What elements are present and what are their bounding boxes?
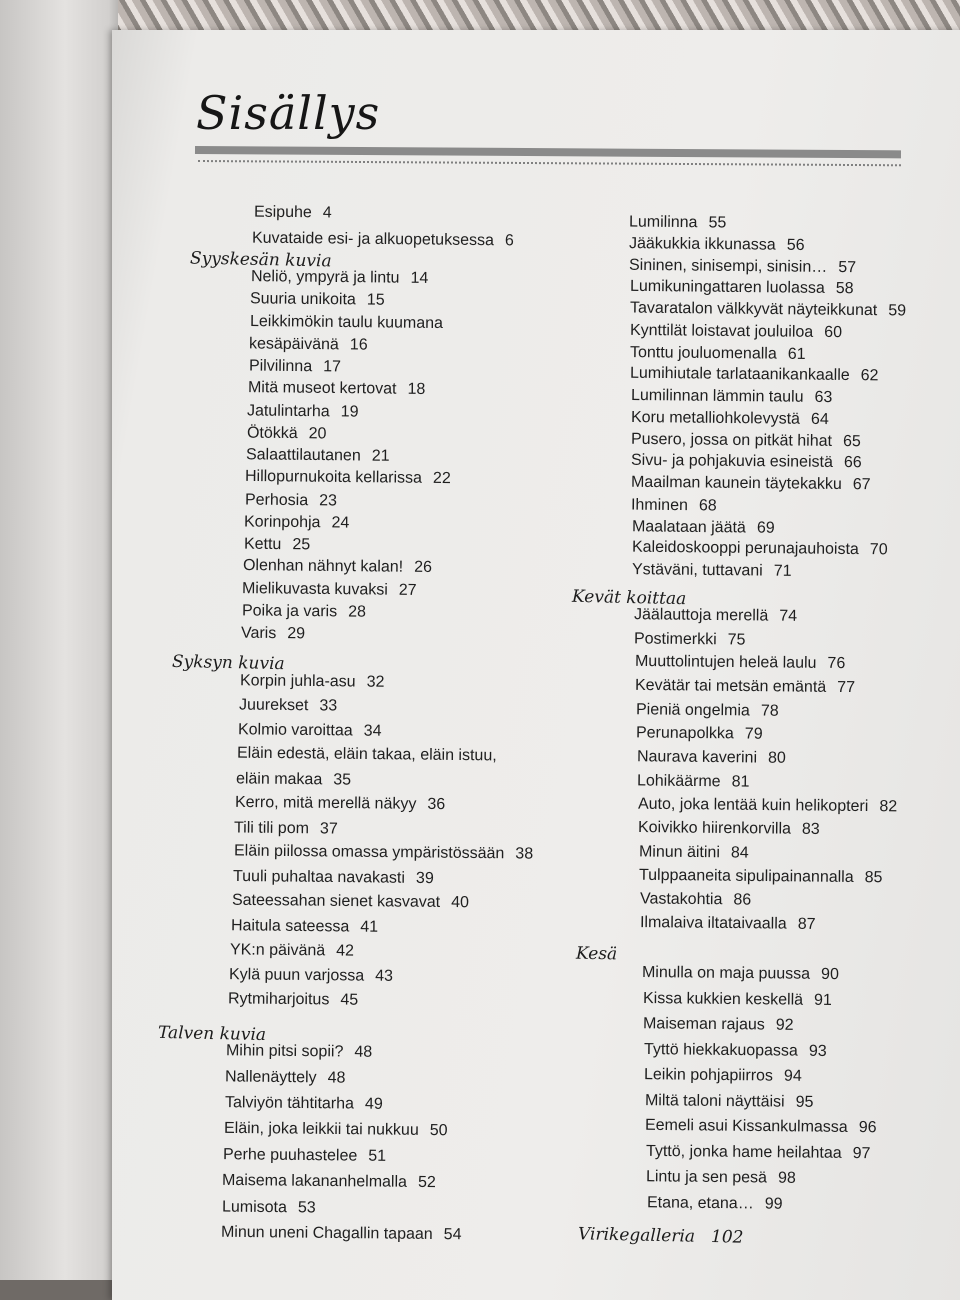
toc-entry — [245, 493, 337, 510]
entry-title: Leikin pohjapiirros — [643, 1066, 774, 1085]
entry-title: Tuuli puhaltaa navakasti — [232, 867, 406, 887]
page-title: Sisällys — [196, 86, 381, 140]
entry-title: Lumikuningattaren luolassa — [629, 277, 825, 297]
entry-page-number: 93 — [808, 1042, 827, 1060]
entry-page-number: 50 — [429, 1121, 448, 1140]
entry-title: Maalataan jäätä — [631, 518, 746, 537]
entry-title: Naurava kaverini — [636, 748, 758, 767]
entry-title: Sininen, sinisempi, sinisin… — [628, 256, 828, 276]
entry-page-number: 15 — [366, 291, 385, 309]
entry-title: kesäpäivänä — [248, 335, 339, 354]
entry-page-number: 68 — [698, 497, 717, 515]
entry-page-number: 26 — [414, 558, 433, 576]
entry-page-number: 61 — [787, 345, 806, 363]
toc-entry — [644, 1067, 802, 1085]
toc-entry — [225, 1095, 383, 1113]
entry-title: Kolmio varoittaa — [237, 721, 353, 740]
entry-title: Tavaratalon välkkyvät näyteikkunat — [629, 299, 878, 320]
toc-entry — [233, 869, 434, 887]
entry-title: Juurekset — [238, 696, 309, 715]
toc-entry — [242, 603, 366, 620]
toc-entry — [249, 359, 341, 376]
toc-entry — [631, 432, 861, 450]
entry-page-number: 74 — [779, 607, 798, 625]
toc-entry — [250, 314, 443, 332]
entry-page-number: 6 — [504, 232, 514, 250]
toc-entry — [234, 820, 338, 837]
entry-page-number: 92 — [775, 1016, 794, 1034]
entry-page-number: 18 — [407, 380, 426, 398]
toc-entry — [637, 749, 786, 767]
entry-page-number: 48 — [327, 1069, 346, 1087]
entry-page-number: 81 — [731, 773, 750, 791]
entry-title: Hillopurnukoita kellarissa — [244, 467, 423, 487]
entry-title: Lohikäärme — [636, 772, 721, 791]
entry-title: Mielikuvasta kuvaksi — [241, 580, 388, 599]
entry-page-number: 53 — [297, 1199, 316, 1217]
entry-page-number: 98 — [777, 1169, 796, 1187]
entry-title: Mitä museot kertovat — [247, 379, 397, 398]
entry-title: Kevätär tai metsän emäntä — [634, 676, 827, 696]
toc-entry — [228, 991, 358, 1008]
toc-entry — [647, 1195, 783, 1212]
entry-page-number: 78 — [760, 702, 779, 720]
entry-page-number: 96 — [858, 1119, 877, 1137]
toc-entry — [247, 403, 359, 420]
entry-title: eläin makaa — [235, 770, 323, 789]
toc-entry — [630, 323, 842, 341]
entry-page-number: 20 — [308, 425, 327, 443]
entry-title: YK:n päivänä — [229, 941, 326, 960]
toc-entry — [638, 820, 820, 838]
entry-title: Muuttolintujen heleä laulu — [634, 652, 817, 672]
entry-page-number: 22 — [432, 469, 451, 488]
entry-page-number: 29 — [287, 625, 306, 643]
entry-title: Sateessahan sienet kasvavat — [231, 891, 441, 911]
toc-entry — [631, 388, 832, 406]
entry-page-number: 80 — [767, 749, 786, 767]
entry-page-number: 79 — [744, 725, 763, 743]
toc-entry — [224, 1121, 448, 1139]
toc-entry — [231, 918, 378, 936]
entry-page-number: 34 — [363, 722, 382, 740]
entry-page-number: 56 — [786, 236, 805, 254]
entry-title: Tyttö, jonka hame heilahtaa — [645, 1142, 842, 1162]
toc-entry — [631, 475, 871, 494]
entry-page-number: 51 — [368, 1147, 387, 1165]
entry-page-number: 19 — [340, 403, 359, 421]
toc-entry — [236, 771, 351, 788]
entry-title: Kuvataide esi- ja alkuopetuksessa — [251, 229, 495, 250]
entry-page-number: 57 — [838, 259, 857, 277]
entry-page-number: 25 — [292, 536, 311, 554]
entry-page-number: 59 — [888, 302, 907, 320]
toc-entry — [240, 673, 385, 691]
toc-entry — [635, 654, 845, 672]
entry-title: Olenhan nähnyt kalan! — [242, 557, 404, 576]
entry-page-number: 86 — [733, 891, 752, 909]
entry-page-number: 41 — [360, 918, 379, 936]
entry-title: Talviyön tähtitarha — [224, 1094, 355, 1113]
entry-title: Poika ja varis — [241, 602, 338, 621]
entry-title: Auto, joka lentää kuin helikopteri — [637, 795, 869, 816]
entry-page-number: 70 — [869, 541, 888, 559]
entry-page-number: 16 — [349, 336, 368, 354]
toc-entry — [239, 697, 337, 714]
entry-page-number: 45 — [340, 991, 359, 1009]
entry-title: Miltä taloni näyttäisi — [644, 1092, 785, 1111]
toc-entry — [250, 291, 385, 308]
toc-entry — [235, 795, 445, 813]
entry-page-number: 58 — [835, 279, 854, 298]
entry-title: Ihminen — [630, 496, 689, 515]
toc-entry — [251, 269, 428, 287]
toc-entry — [631, 410, 829, 428]
toc-entry — [631, 498, 717, 515]
toc-entry — [230, 942, 354, 959]
toc-entry — [229, 967, 393, 985]
toc-entry — [639, 844, 749, 861]
entry-title: Ilmalaiva iltataivaalla — [639, 914, 787, 933]
toc-entry — [222, 1173, 436, 1191]
entry-title: Tonttu jouluomenalla — [629, 344, 777, 363]
entry-page-number: 90 — [821, 965, 839, 984]
entry-title: Esipuhe — [253, 203, 312, 222]
entry-page-number: 14 — [410, 269, 429, 287]
previous-page-edge — [0, 0, 118, 1280]
toc-entry — [646, 1169, 796, 1187]
toc-entry — [639, 868, 883, 887]
toc-entry — [636, 702, 779, 719]
entry-page-number: 35 — [333, 771, 352, 789]
entry-page-number: 48 — [354, 1043, 373, 1061]
toc-entry — [243, 558, 432, 576]
entry-page-number: 17 — [323, 358, 342, 376]
entry-title: Lumilinna — [628, 213, 698, 232]
toc-entry — [632, 519, 775, 536]
entry-title: Postimerkki — [633, 630, 717, 649]
entry-title: Koru metalliohkolevystä — [630, 408, 801, 428]
entry-title: Kaleidoskooppi perunajauhoista — [631, 538, 859, 559]
toc-entry — [630, 345, 806, 363]
entry-title: Mihin pitsi sopii? — [225, 1042, 344, 1061]
entry-title: Rytmiharjoitus — [227, 990, 330, 1009]
entry-title: Maiseman rajaus — [642, 1015, 765, 1034]
entry-page-number: 65 — [842, 433, 861, 451]
entry-title: Jäälauttoja merellä — [633, 606, 769, 625]
entry-page-number: 60 — [824, 323, 843, 342]
entry-title: Leikkimökin taulu kuumana — [249, 312, 444, 333]
entry-page-number: 69 — [756, 519, 775, 537]
entry-page-number: 4 — [322, 204, 332, 222]
entry-page-number: 27 — [398, 581, 417, 599]
toc-entry — [223, 1147, 386, 1165]
toc-entry — [643, 991, 832, 1009]
toc-entry — [241, 626, 305, 643]
entry-title: Pusero, jossa on pitkät hihat — [630, 430, 833, 450]
toc-entry — [629, 214, 726, 231]
toc-entry — [232, 893, 469, 911]
toc-entry — [630, 279, 854, 297]
entry-title: Kerro, mitä merellä näkyy — [234, 793, 417, 813]
toc-entry — [238, 722, 382, 740]
toc-entry — [234, 843, 533, 862]
entry-title: Lumihiutale tarlataanikankaalle — [629, 364, 850, 384]
toc-entry — [638, 797, 897, 816]
entry-title: Ötökkä — [246, 424, 298, 443]
entry-title: Nallenäyttely — [224, 1068, 317, 1087]
entry-page-number: 66 — [843, 454, 862, 472]
toc-entry — [631, 453, 862, 471]
entry-title: Maailman kaunein täytekakku — [630, 473, 842, 493]
entry-title: Perhosia — [244, 491, 309, 510]
toc-entry — [244, 537, 310, 554]
toc-entry — [629, 236, 805, 254]
entry-page-number: 32 — [366, 673, 385, 691]
entry-page-number: 84 — [730, 844, 749, 862]
entry-page-number: 39 — [415, 869, 434, 888]
entry-title: Etana, etana… — [646, 1194, 754, 1213]
toc-entry — [247, 426, 327, 443]
entry-title: Lintu ja sen pesä — [645, 1168, 768, 1187]
section-heading-late-summer: Syyskesän kuvia — [189, 248, 332, 272]
section-heading-winter: Talven kuvia — [157, 1022, 267, 1046]
entry-title: Pieniä ongelmia — [635, 701, 750, 720]
entry-title: Eläin edestä, eläin takaa, eläin istuu, — [236, 744, 497, 765]
toc-entry — [226, 1043, 372, 1061]
entry-page-number: 42 — [336, 942, 355, 960]
toc-entry — [634, 607, 797, 625]
toc-entry — [630, 366, 879, 385]
entry-title: Salaattilautanen — [245, 446, 361, 465]
toc-entry — [645, 1118, 877, 1136]
section-heading-gallery: Virikegalleria 102 — [577, 1224, 744, 1248]
entry-page-number: 64 — [810, 410, 829, 429]
section-heading-spring: Kevät koittaa — [571, 586, 687, 610]
toc-entry — [254, 205, 332, 222]
toc-entry — [222, 1200, 316, 1217]
entry-title: Sivu- ja pohjakuvia esineistä — [630, 451, 833, 471]
entry-page-number: 87 — [797, 915, 816, 933]
entry-page-number: 24 — [331, 514, 350, 532]
entry-title: Ystäväni, tuttavani — [631, 561, 763, 580]
toc-entry — [630, 301, 906, 320]
entry-title: Kylä puun varjossa — [228, 966, 365, 985]
toc-entry — [635, 678, 855, 696]
entry-page-number: 38 — [515, 845, 534, 863]
entry-page-number: 36 — [427, 795, 446, 814]
toc-entry — [640, 891, 751, 908]
entry-title: Suuria unikoita — [249, 290, 356, 309]
entry-title: Kissa kukkien keskellä — [642, 990, 804, 1009]
toc-entry — [252, 231, 514, 250]
entry-title: Minun uneni Chagallin tapaan — [220, 1223, 433, 1243]
entry-title: Koivikko hiirenkorvilla — [637, 819, 792, 838]
toc-entry — [632, 540, 888, 559]
entry-title: Kynttilät loistavat jouluiloa — [629, 321, 814, 341]
entry-title: Perunapolkka — [635, 724, 734, 743]
entry-page-number: 49 — [364, 1095, 383, 1113]
entry-title: Jatulintarha — [246, 402, 330, 421]
entry-page-number: 54 — [443, 1226, 462, 1244]
toc-entry — [645, 1093, 814, 1111]
entry-page-number: 75 — [727, 631, 746, 649]
entry-title: Neliö, ympyrä ja lintu — [250, 268, 400, 287]
entry-page-number: 71 — [773, 562, 792, 580]
entry-page-number: 97 — [852, 1144, 871, 1163]
toc-entry — [249, 336, 368, 353]
entry-title: Varis — [240, 624, 277, 643]
toc-entry — [632, 562, 792, 580]
entry-title: Perhe puuhastelee — [222, 1146, 358, 1165]
toc-entry — [642, 965, 839, 983]
entry-page-number: 99 — [764, 1195, 783, 1213]
entry-page-number: 21 — [371, 447, 390, 465]
entry-title: Jääkukkia ikkunassa — [628, 235, 776, 254]
entry-title: Minulla on maja puussa — [641, 963, 811, 983]
toc-entry — [629, 258, 856, 276]
toc-entry — [245, 469, 451, 487]
entry-page-number: 40 — [451, 894, 470, 912]
entry-page-number: 37 — [319, 820, 338, 838]
toc-entry — [636, 725, 763, 742]
section-heading-summer: Kesä — [575, 943, 618, 965]
toc-entry — [242, 581, 417, 599]
entry-title: Minun äitini — [638, 843, 721, 862]
entry-title: Tulppaaneita sipulipainannalla — [638, 866, 854, 886]
entry-title: Eläin piilossa omassa ympäristössään — [233, 842, 505, 863]
entry-page-number: 76 — [827, 654, 846, 673]
entry-page-number: 95 — [795, 1093, 814, 1111]
entry-title: Vastakohtia — [639, 890, 723, 909]
entry-title: Lumisota — [221, 1198, 288, 1217]
toc-entry — [221, 1225, 462, 1244]
toc-entry — [640, 915, 816, 933]
entry-title: Lumilinnan lämmin taulu — [630, 386, 804, 406]
entry-title: Eläin, joka leikkii tai nukkuu — [223, 1119, 419, 1139]
entry-page-number: 43 — [375, 967, 394, 985]
entry-page-number: 85 — [864, 869, 883, 887]
toc-entry — [225, 1069, 346, 1086]
entry-title: Tili tili pom — [233, 819, 310, 838]
entry-title: Eemeli asui Kissankulmassa — [644, 1116, 848, 1136]
entry-page-number: 33 — [319, 697, 338, 715]
toc-entry — [634, 631, 746, 648]
entry-page-number: 55 — [708, 214, 727, 232]
toc-entry — [644, 1042, 827, 1060]
toc-entry — [244, 514, 349, 531]
entry-page-number: 77 — [837, 678, 856, 697]
entry-page-number: 52 — [417, 1173, 436, 1192]
section-heading-autumn: Syksyn kuvia — [171, 651, 285, 675]
entry-title: Korinpohja — [243, 513, 321, 532]
entry-title: Kettu — [243, 535, 282, 554]
entry-title: Pilvilinna — [248, 357, 313, 376]
toc-entry — [237, 746, 497, 765]
entry-page-number: 94 — [783, 1067, 802, 1085]
section-page-number: 102 — [710, 1227, 744, 1248]
toc-entry — [246, 447, 390, 465]
entry-page-number: 28 — [348, 603, 367, 621]
entry-page-number: 23 — [319, 492, 338, 510]
entry-page-number: 91 — [813, 991, 832, 1009]
entry-page-number: 83 — [801, 820, 820, 838]
toc-entry — [646, 1144, 871, 1162]
entry-page-number: 67 — [852, 476, 871, 494]
toc-entry — [637, 773, 750, 790]
toc-entry — [643, 1016, 794, 1034]
entry-title: Maisema lakananhelmalla — [221, 1171, 408, 1191]
entry-title: Tyttö hiekkakuopassa — [643, 1041, 798, 1060]
entry-page-number: 63 — [814, 388, 833, 407]
toc-entry — [248, 380, 425, 398]
entry-title: Korpin juhla-asu — [239, 672, 356, 691]
entry-title: Haitula sateessa — [230, 917, 350, 936]
entry-page-number: 82 — [879, 798, 898, 816]
entry-page-number: 62 — [860, 367, 879, 385]
